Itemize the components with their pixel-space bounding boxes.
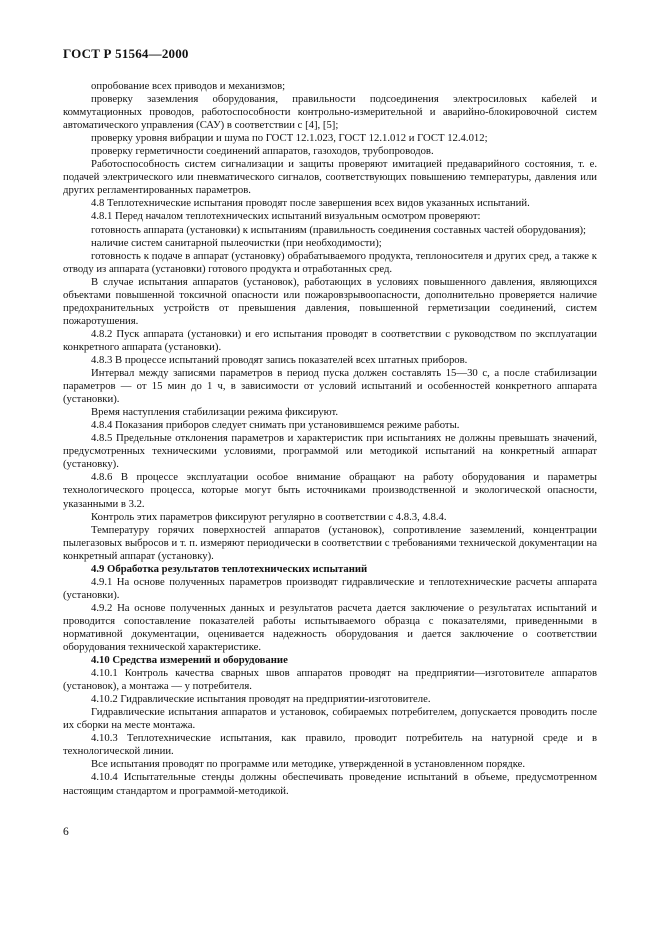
clause-4-9-2: 4.9.2 На основе полученных данных и результатов расчета дается заключение о результатах испытаний и проводится сопоставление показателей работы испытываемого образца с показателями, приведенными в нормативной документации, оценивается надежность оборудования и дается заключение о соответствии оборудования технической характеристике.: [63, 601, 597, 654]
clause-4-8-4: 4.8.4 Показания приборов следует снимать при установившемся режиме работы.: [91, 419, 460, 432]
section-heading-4-10: 4.10 Средства измерений и оборудование: [91, 654, 288, 667]
paragraph: Интервал между записями параметров в период пуска должен составлять 15—30 с, а после стабилизации параметров — от 15 мин до 1 ч, в зависимости от условий испытаний и особенностей конкретного аппарата (установки).: [63, 367, 597, 406]
clause-4-10-2: 4.10.2 Гидравлические испытания проводят на предприятии-изготовителе.: [91, 693, 431, 706]
paragraph: опробование всех приводов и механизмов;: [91, 80, 286, 92]
paragraph: Контроль этих параметров фиксируют регулярно в соответствии с 4.8.3, 4.8.4.: [91, 510, 447, 523]
paragraph: проверку герметичности соединений аппаратов, газоходов, трубопроводов.: [91, 145, 434, 158]
paragraph: Температуру горячих поверхностей аппаратов (установок), сопротивление заземлений, концентрации пылегазовых выбросов и т. п. измеряют периодически в соответствии с требованиями технической документации на конкретный аппарат (установку).: [63, 523, 597, 562]
paragraph: готовность к подаче в аппарат (установку) обрабатываемого продукта, теплоносителя и других сред, а также к отводу из аппарата (установки) готового продукта и отработанных сред.: [63, 249, 597, 275]
paragraph: проверку заземления оборудования, правильности подсоединения электросиловых кабелей и коммутационных проводов, работоспособности контрольно-измерительной и аварийно-блокировочной систем автоматического управления (САУ) в соответствии с [4], [5];: [63, 93, 597, 132]
paragraph: проверку уровня вибрации и шума по ГОСТ 12.1.023, ГОСТ 12.1.012 и ГОСТ 12.4.012;: [91, 132, 488, 145]
clause-4-8-5: 4.8.5 Предельные отклонения параметров и характеристик при испытаниях не должны превышать значений, предусмотренных техническими условиями, программой или методикой испытаний на конкретный аппарат (установку).: [63, 432, 597, 471]
clause-4-8-6: 4.8.6 В процессе эксплуатации особое внимание обращают на работу оборудования и параметры технологического процесса, которые могут быть источниками производственной и экологической опасности, указанными в 3.2.: [63, 471, 597, 510]
section-heading-4-9: 4.9 Обработка результатов теплотехнических испытаний: [91, 562, 368, 575]
paragraph: готовность аппарата (установки) к испытаниям (правильность соединения составных частей оборудования);: [91, 223, 587, 236]
section-4-8: 4.8 Теплотехнические испытания проводят после завершения всех видов указанных испытаний.: [91, 197, 530, 210]
clause-4-10-3: 4.10.3 Теплотехнические испытания, как правило, проводит потребитель на натурной среде и в технологической линии.: [63, 732, 597, 758]
clause-4-10-4: 4.10.4 Испытательные стенды должны обеспечивать проведение испытаний в объеме, предусмотренном настоящим стандартом и программой-методикой.: [63, 771, 597, 797]
page-number: 6: [63, 826, 69, 838]
paragraph: В случае испытания аппаратов (установок), работающих в условиях повышенного давления, являющихся объектами повышенной токсичной опасности или пожаровзрывоопасности, дополнительно проверяется наличие предохранительных устройств от превышения давления, повышенной герметизации соединений, систем пожаротушения.: [63, 275, 597, 327]
paragraph: Все испытания проводят по программе или методике, утвержденной в установленном порядке.: [91, 758, 526, 771]
clause-4-8-1: 4.8.1 Перед началом теплотехнических испытаний визуальным осмотром проверяют:: [91, 210, 481, 223]
paragraph: наличие систем санитарной пылеочистки (при необходимости);: [91, 236, 382, 249]
clause-4-9-1: 4.9.1 На основе полученных параметров производят гидравлические и теплотехнические расчеты аппарата (установки).: [63, 575, 597, 601]
paragraph: Гидравлические испытания аппаратов и установок, собираемых потребителем, допускается проводить после их сборки на месте монтажа.: [63, 706, 597, 732]
paragraph: Время наступления стабилизации режима фиксируют.: [91, 406, 339, 419]
clause-4-8-2: 4.8.2 Пуск аппарата (установки) и его испытания проводят в соответствии с руководством по эксплуатации конкретного аппарата (установки).: [63, 327, 597, 353]
clause-4-8-3: 4.8.3 В процессе испытаний проводят запись показателей всех штатных приборов.: [91, 353, 468, 366]
paragraph: Работоспособность систем сигнализации и защиты проверяют имитацией предаварийного состояния, т. е. подачей электрического или пневматического сигналов, соответствующих повышению температуры, давления или других регламентированных параметров.: [63, 158, 597, 197]
document-body: [63, 80, 597, 798]
document-header: ГОСТ Р 51564—2000: [63, 46, 189, 61]
clause-4-10-1: 4.10.1 Контроль качества сварных швов аппаратов проводят на предприятии—изготовителе аппаратов (установок), а монтажа — у потребителя.: [63, 667, 597, 693]
